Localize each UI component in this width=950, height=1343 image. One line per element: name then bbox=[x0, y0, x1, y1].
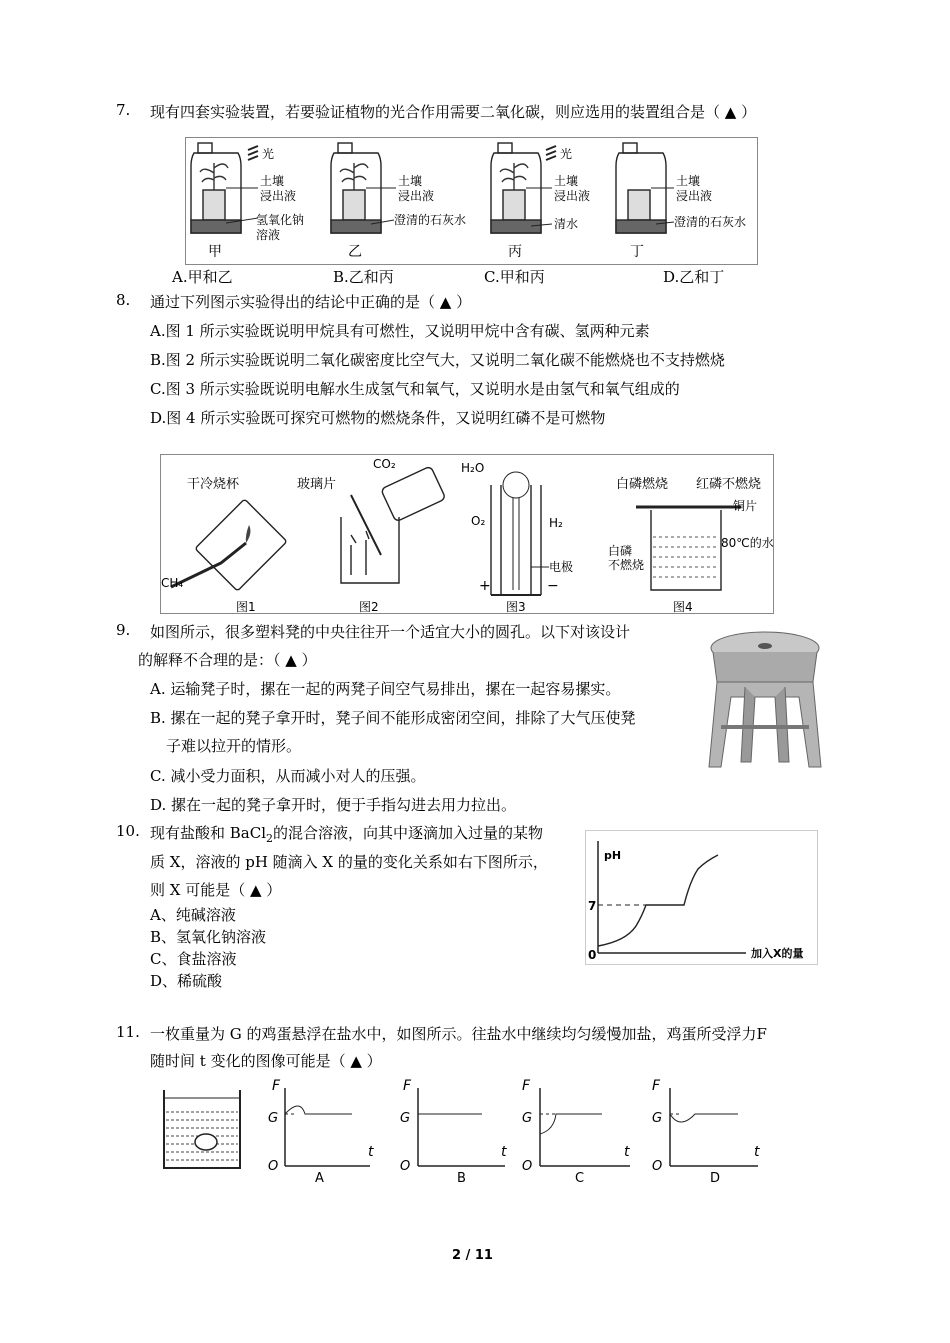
q8-option-a: A.图 1 所示实验既说明甲烷具有可燃性，又说明甲烷中含有碳、氢两种元素 bbox=[150, 322, 650, 340]
white-p-label: 白磷 bbox=[608, 544, 633, 558]
q11-stem-line2: 随时间 t 变化的图像可能是（ ▲ ） bbox=[150, 1052, 382, 1070]
graph-d-f: F bbox=[652, 1078, 661, 1094]
q11-number: 11. bbox=[116, 1023, 140, 1041]
q8-number: 8. bbox=[116, 291, 131, 309]
light-icon-2 bbox=[546, 146, 556, 160]
graph-c-t: t bbox=[624, 1144, 630, 1160]
funnel-bulb bbox=[503, 472, 529, 498]
q9-option-b-line2: 子难以拉开的情形。 bbox=[166, 737, 302, 755]
graph-b-label: B bbox=[457, 1171, 466, 1186]
graph-b-f: F bbox=[403, 1078, 412, 1094]
q10-stem-b: 的混合溶液，向其中逐滴加入过量的某物 bbox=[273, 824, 544, 842]
graph-d-label: D bbox=[710, 1171, 721, 1186]
graph-c-o: O bbox=[522, 1159, 533, 1174]
ph-curve bbox=[598, 855, 718, 946]
apparatus-jia: 甲 bbox=[208, 244, 222, 260]
graph-d-o: O bbox=[652, 1159, 663, 1174]
q8-option-d: D.图 4 所示实验既可探究可燃物的燃烧条件，又说明红磷不是可燃物 bbox=[150, 409, 606, 427]
inverted-beaker bbox=[195, 499, 287, 591]
graph-c-curve bbox=[540, 1114, 602, 1134]
q7-figure bbox=[185, 137, 758, 265]
graph-d-t: t bbox=[754, 1144, 760, 1160]
apparatus-bing: 丙 bbox=[508, 244, 522, 260]
graph-c-g: G bbox=[522, 1111, 533, 1126]
plus-label: + bbox=[479, 578, 491, 594]
q9-option-b-line1: B. 摞在一起的凳子拿开时，凳子间不能形成密闭空间，排除了大气压使凳 bbox=[150, 709, 636, 727]
o2-label: O₂ bbox=[471, 514, 486, 528]
graph-b bbox=[400, 1078, 507, 1186]
limewater-label-1: 澄清的石灰水 bbox=[394, 213, 467, 227]
graph-a-g: G bbox=[268, 1111, 279, 1126]
ph-origin-label: 0 bbox=[588, 948, 597, 962]
light-icon-1 bbox=[248, 146, 258, 160]
q10-option-c: C、食盐溶液 bbox=[150, 950, 237, 968]
electrolysis-tubes bbox=[491, 485, 541, 595]
water-label: 清水 bbox=[554, 217, 579, 231]
graph-c-f: F bbox=[522, 1078, 531, 1094]
ph-seven-label: 7 bbox=[588, 899, 597, 913]
soil-label-1: 土壤 bbox=[260, 174, 285, 188]
extract-label-2: 浸出液 bbox=[398, 189, 435, 203]
q8-stem: 通过下列图示实验得出的结论中正确的是（ ▲ ） bbox=[150, 293, 472, 311]
q10-option-d: D、稀硫酸 bbox=[150, 972, 223, 990]
graph-a-o: O bbox=[268, 1159, 279, 1174]
egg bbox=[195, 1134, 217, 1150]
q11-stem-line1: 一枚重量为 G 的鸡蛋悬浮在盐水中，如图所示。往盐水中继续均匀缓慢加盐，鸡蛋所受浮力F bbox=[150, 1025, 767, 1043]
q10-stem-line3: 则 X 可能是（ ▲ ） bbox=[150, 881, 282, 899]
q10-stem-a: 现有盐酸和 BaCl bbox=[150, 824, 267, 842]
graph-b-g: G bbox=[400, 1111, 411, 1126]
extract-label-3: 浸出液 bbox=[554, 189, 591, 203]
light-label-2: 光 bbox=[560, 147, 573, 161]
q7-option-a: A.甲和乙 bbox=[172, 268, 233, 286]
q10-stem-sub: 2 bbox=[266, 832, 274, 845]
water80-label: 80℃的水 bbox=[721, 536, 773, 550]
white-burn-label: 白磷燃烧 bbox=[616, 477, 669, 492]
ph-x-label: 加入X的量 bbox=[751, 947, 804, 960]
co2-label: CO₂ bbox=[373, 457, 396, 471]
q7-option-d: D.乙和丁 bbox=[663, 268, 725, 286]
q7-option-c: C.甲和丙 bbox=[484, 268, 545, 286]
soil-label-4: 土壤 bbox=[676, 174, 701, 188]
q8-option-c: C.图 3 所示实验既说明电解水生成氢气和氧气，又说明水是由氢气和氧气组成的 bbox=[150, 380, 680, 398]
soil-label-3: 土壤 bbox=[554, 174, 579, 188]
graph-d-g: G bbox=[652, 1111, 663, 1126]
q7-stem: 现有四套实验装置，若要验证植物的光合作用需要二氧化碳，则应选用的装置组合是（ ▲ ） bbox=[150, 103, 757, 121]
water-lines bbox=[653, 537, 719, 577]
q7-apparatus-drawing bbox=[186, 138, 757, 264]
q7-option-b: B.乙和丙 bbox=[333, 268, 394, 286]
graph-a-label: A bbox=[315, 1171, 324, 1186]
apparatus-yi: 乙 bbox=[348, 244, 362, 260]
h2o-label: H₂O bbox=[461, 461, 485, 475]
q9-option-d: D. 摞在一起的凳子拿开时，便于手指勾进去用力拉出。 bbox=[150, 796, 517, 814]
graph-d bbox=[652, 1078, 760, 1186]
q8-figure bbox=[160, 454, 774, 614]
q10-option-b: B、氢氧化钠溶液 bbox=[150, 928, 267, 946]
plastic-stool-image bbox=[705, 622, 825, 772]
q8-experiments-drawing bbox=[161, 455, 773, 613]
egg-beaker bbox=[164, 1090, 240, 1168]
limewater-label-2: 澄清的石灰水 bbox=[674, 215, 747, 229]
q10-option-a: A、纯碱溶液 bbox=[150, 906, 236, 924]
graph-a-t: t bbox=[368, 1144, 374, 1160]
noburn-label: 不燃烧 bbox=[608, 558, 645, 572]
electrode-label: 电极 bbox=[549, 560, 574, 574]
graph-b-o: O bbox=[400, 1159, 411, 1174]
soil-label-2: 土壤 bbox=[398, 174, 423, 188]
stool-hole bbox=[758, 643, 772, 649]
ph-graph-drawing bbox=[586, 831, 817, 964]
q7-number: 7. bbox=[116, 101, 131, 119]
ch4-label: CH₄ bbox=[161, 576, 184, 590]
beaker-4 bbox=[651, 510, 721, 590]
apparatus-ding: 丁 bbox=[630, 244, 644, 260]
extract-label-1: 浸出液 bbox=[260, 189, 297, 203]
h2-label: H₂ bbox=[549, 516, 563, 530]
q10-number: 10. bbox=[116, 822, 140, 840]
graph-a bbox=[268, 1078, 374, 1186]
q9-option-c: C. 减小受力面积，从而减小对人的压强。 bbox=[150, 767, 426, 785]
graph-b-t: t bbox=[501, 1144, 507, 1160]
q8-option-b: B.图 2 所示实验既说明二氧化碳密度比空气大，又说明二氧化碳不能燃烧也不支持燃烧 bbox=[150, 351, 725, 369]
ph-y-label: pH bbox=[604, 849, 622, 862]
q11-figures bbox=[160, 1078, 780, 1188]
copper-label: 铜片 bbox=[733, 499, 758, 513]
ph-graph bbox=[585, 830, 818, 965]
co2-bottle bbox=[381, 466, 446, 522]
q9-stem-line2: 的解释不合理的是：（ ▲ ） bbox=[138, 651, 317, 669]
fig3-caption: 图3 bbox=[506, 600, 526, 613]
minus-label: − bbox=[547, 578, 559, 594]
glass-label: 玻璃片 bbox=[297, 477, 337, 492]
light-label-1: 光 bbox=[262, 147, 275, 161]
graph-a-f: F bbox=[272, 1078, 281, 1094]
q9-stem-line1: 如图所示，很多塑料凳的中央往往开一个适宜大小的圆孔。以下对该设计 bbox=[150, 623, 631, 641]
fig2-caption: 图2 bbox=[359, 600, 379, 613]
graph-c bbox=[522, 1078, 630, 1186]
graph-a-curve bbox=[285, 1106, 352, 1114]
graph-c-label: C bbox=[575, 1171, 585, 1186]
fig4-caption: 图4 bbox=[673, 600, 693, 613]
page-number: 2 / 11 bbox=[452, 1248, 493, 1263]
q10-stem-line2: 质 X，溶液的 pH 随滴入 X 的量的变化关系如右下图所示， bbox=[150, 853, 548, 871]
naoh-label-1: 氢氧化钠 bbox=[256, 213, 305, 227]
naoh-label-2: 溶液 bbox=[256, 228, 281, 242]
candles bbox=[351, 531, 369, 575]
beaker-label: 干冷烧杯 bbox=[187, 477, 240, 492]
q9-option-a: A. 运输凳子时，摞在一起的两凳子间空气易排出，摞在一起容易摞实。 bbox=[150, 680, 621, 698]
fig1-caption: 图1 bbox=[236, 600, 256, 613]
q10-stem-line1 bbox=[150, 822, 543, 845]
extract-label-4: 浸出液 bbox=[676, 189, 713, 203]
beaker-2 bbox=[341, 517, 399, 583]
graph-d-curve bbox=[670, 1114, 738, 1122]
red-noburn-label: 红磷不燃烧 bbox=[696, 477, 762, 492]
q9-number: 9. bbox=[116, 621, 131, 639]
